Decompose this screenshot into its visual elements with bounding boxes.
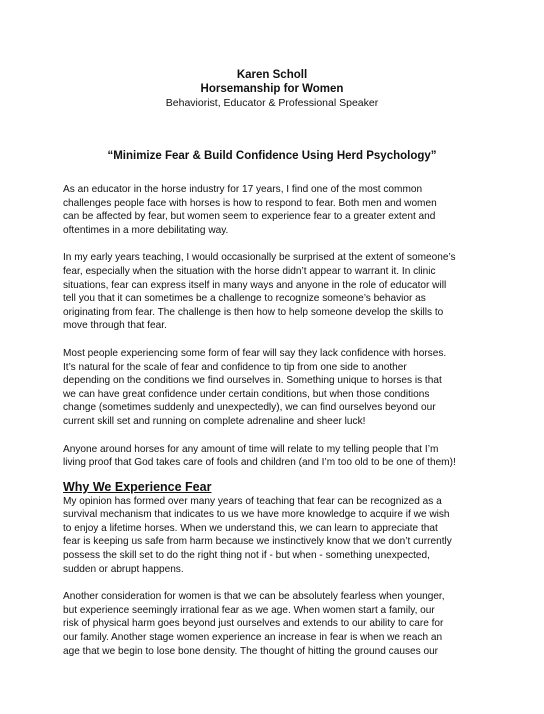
section-heading: Why We Experience Fear [63, 479, 212, 494]
document-body [63, 183, 493, 672]
text-line: depending on the conditions we find ourselves in. Something unique to horses is that [63, 375, 442, 387]
text-line: survival mechanism that indicates to us we have more knowledge to acquire if we wish [63, 509, 450, 521]
text-line: to enjoy a lifetime horses. When we understand this, we can learn to appreciate that [63, 522, 438, 534]
paragraph [63, 590, 493, 658]
text-line: As an educator in the horse industry for 17 years, I find one of the most common [63, 184, 423, 195]
text-line: My opinion has formed over many years of teaching that fear can be recognized as a [63, 495, 442, 507]
text-line: fear is keeping us safe from harm because we instinctively know that we don’t currently [63, 536, 452, 548]
text-line: fear, especially when the situation with the horse didn’t appear to warrant it. In clinic [63, 265, 436, 277]
text-line: change (sometimes suddenly and unexpectedly), we can find ourselves beyond our [63, 402, 436, 414]
paragraph [63, 495, 493, 577]
paragraph [63, 251, 493, 333]
author-subtitle: Behaviorist, Educator & Professional Speaker [165, 97, 379, 109]
text-line: sudden or abrupt happens. [63, 563, 184, 575]
text-line: tell you that it can sometimes be a challenge to recognize someone’s behavior as [63, 293, 426, 305]
text-line: oftentimes in a more debilitating way. [63, 224, 229, 236]
document-title: “Minimize Fear & Build Confidence Using Herd Psychology” [107, 150, 437, 162]
paragraph [63, 183, 493, 237]
text-line: It’s natural for the scale of fear and confidence to tip from one side to another [63, 361, 407, 373]
text-line: risk of physical harm goes beyond just ourselves and extends to our ability to care for [63, 618, 444, 630]
text-line: In my early years teaching, I would occasionally be surprised at the extent of someone’s [63, 252, 456, 264]
text-line: Most people experiencing some form of fear will say they lack confidence with horses. [63, 347, 447, 359]
text-line: situations, fear can express itself in many ways and anyone in the role of educator will [63, 279, 447, 291]
paragraph [63, 443, 493, 470]
text-line: age that we begin to lose bone density. The thought of hitting the ground causes our [63, 645, 439, 657]
organization-name: Horsemanship for Women [200, 83, 344, 95]
paragraph [63, 347, 493, 429]
author-name: Karen Scholl [236, 69, 308, 81]
text-line: our family. Another stage women experience an increase in fear is when we reach an [63, 632, 443, 644]
document-header [0, 68, 544, 110]
text-line: can be affected by fear, but women seem to experience fear to a greater extent and [63, 211, 436, 223]
text-line: possess the skill set to do the right thing not if - but when - something unexpected, [63, 550, 430, 562]
text-line: living proof that God takes care of fools and children (and I’m too old to be one of them)! [63, 457, 456, 469]
text-line: we can have great confidence under certain conditions, but when those conditions [63, 388, 430, 400]
text-line: originating from fear. The challenge is then how to help someone develop the skills to [63, 306, 444, 318]
text-line: challenges people face with horses is how to respond to fear. Both men and women [63, 197, 437, 209]
text-line: current skill set and running on complete adrenaline and sheer luck! [63, 415, 366, 427]
text-line: Another consideration for women is that we can be absolutely fearless when younger, [63, 591, 445, 603]
text-line: Anyone around horses for any amount of time will relate to my telling people that I’m [63, 443, 439, 455]
text-line: move through that fear. [63, 320, 167, 332]
text-line: but experience seemingly irrational fear as we age. When women start a family, our [63, 604, 435, 616]
